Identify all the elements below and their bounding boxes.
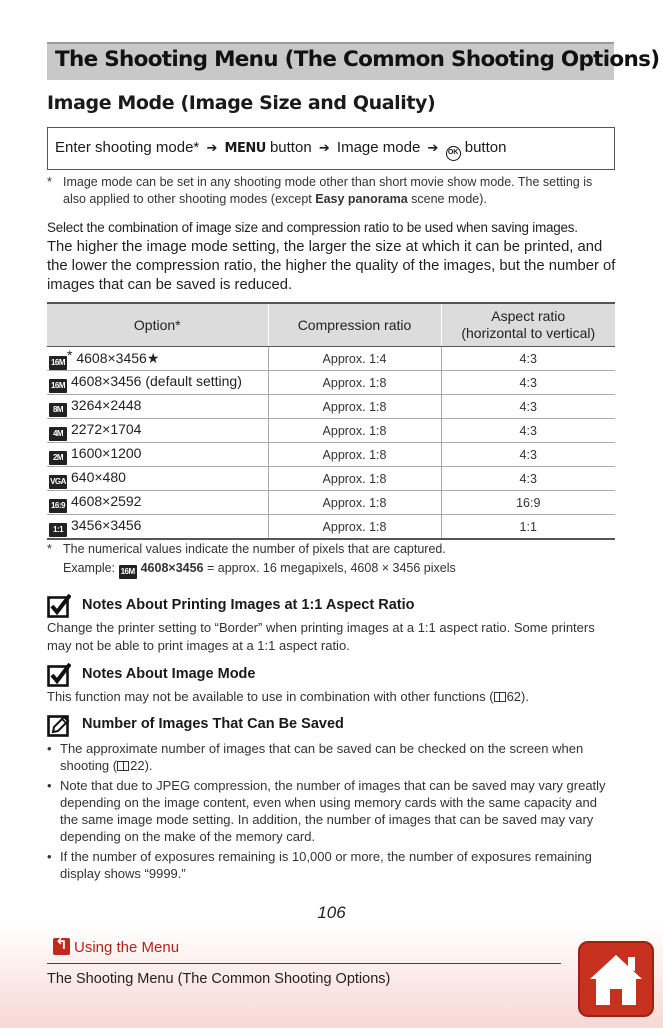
image-mode-table xyxy=(47,302,615,540)
star-icon: ★ xyxy=(146,350,160,366)
pencil-icon xyxy=(47,713,71,741)
option-label: 3264×2448 xyxy=(71,396,142,413)
footnote-mark: * xyxy=(47,175,52,189)
option-cell xyxy=(47,371,268,395)
resolution-icon: 2M xyxy=(49,451,67,465)
easy-panorama-term: Easy panorama xyxy=(315,192,408,206)
option-label: 640×480 xyxy=(71,468,126,485)
back-arrow-icon xyxy=(53,938,70,955)
table-row xyxy=(47,371,615,395)
table-row xyxy=(47,467,615,491)
note-printing-body: Change the printer setting to “Border” when printing images at a 1:1 aspect ratio. Some printers may not be able to print images at a 1:1 aspect ratio. xyxy=(47,620,595,653)
intro-paragraph: The higher the image mode setting, the larger the size at which it can be printed, and the lower the compression ratio, the higher the quality of the images, but the number of images that can be saved is reduced. xyxy=(47,239,616,293)
compression-cell: Approx. 1:8 xyxy=(268,467,441,491)
option-cell xyxy=(47,443,268,467)
aspect-cell: 1:1 xyxy=(441,515,615,540)
option-cell xyxy=(47,467,268,491)
section-title: The Shooting Menu (The Common Shooting Options) xyxy=(55,47,660,72)
option-cell xyxy=(47,395,268,419)
resolution-icon: 1:1 xyxy=(49,523,67,537)
aspect-cell: 4:3 xyxy=(441,443,615,467)
option-label: 4608×2592 xyxy=(71,492,142,509)
resolution-icon: 16M xyxy=(49,379,67,393)
option-cell xyxy=(47,491,268,515)
option-cell: 16M * 4608×3456★ xyxy=(47,347,268,371)
compression-cell: Approx. 1:8 xyxy=(268,395,441,419)
column-header-compression: Compression ratio xyxy=(268,303,441,347)
procedure-step-image-mode: Image mode xyxy=(336,139,421,156)
resolution-icon: 16:9 xyxy=(49,499,67,513)
menu-button-label: MENU xyxy=(224,141,266,156)
resolution-icon: 4M xyxy=(49,427,67,441)
table-row xyxy=(47,395,615,419)
page-reference-icon xyxy=(117,761,129,771)
table-row xyxy=(47,419,615,443)
home-button[interactable] xyxy=(578,941,654,1017)
list-item: • If the number of exposures remaining is 10,000 or more, the number of exposures remaining display shows “9999.” xyxy=(47,849,592,881)
aspect-cell: 4:3 xyxy=(441,347,615,371)
compression-cell: Approx. 1:4 xyxy=(268,347,441,371)
table-header-row xyxy=(47,303,615,347)
ok-button-icon: OK xyxy=(446,146,461,161)
column-header-aspect: Aspect ratio (horizontal to vertical) xyxy=(441,303,615,347)
arrow-icon: ➔ xyxy=(206,140,218,155)
footer-chapter-title: The Shooting Menu (The Common Shooting Options) xyxy=(47,971,391,987)
resolution-icon: VGA xyxy=(49,475,67,489)
page-reference-link[interactable]: 62 xyxy=(506,689,522,704)
intro-line1: Select the combination of image size and compression ratio to be used when saving images. xyxy=(47,220,578,235)
option-cell xyxy=(47,419,268,443)
page-reference-icon xyxy=(494,692,506,702)
procedure-button-word: button xyxy=(269,139,312,156)
table-row xyxy=(47,515,615,540)
option-label: 4608×3456 (default setting) xyxy=(71,372,242,389)
compression-cell: Approx. 1:8 xyxy=(268,371,441,395)
table-row xyxy=(47,491,615,515)
back-to-menu-link[interactable]: ↰Using the Menu xyxy=(53,938,179,956)
compression-cell: Approx. 1:8 xyxy=(268,491,441,515)
resolution-icon: 16M xyxy=(49,356,67,370)
procedure-step-shooting: Enter shooting mode* xyxy=(55,139,200,156)
option-cell xyxy=(47,515,268,540)
compression-cell: Approx. 1:8 xyxy=(268,443,441,467)
footer-divider xyxy=(47,963,561,964)
aspect-cell: 16:9 xyxy=(441,491,615,515)
list-item: • Note that due to JPEG compression, the number of images that can be saved may vary greatly depending on the image content, even when using memory cards with the same capacity and the same image mode setting. In addition, the number of images that can be saved may vary depending on the make of the memory card. xyxy=(47,778,606,844)
page-reference-link[interactable]: 22 xyxy=(130,758,145,773)
table-row xyxy=(47,443,615,467)
subsection-title: Image Mode (Image Size and Quality) xyxy=(47,92,436,114)
option-label: 3456×3456 xyxy=(71,516,142,533)
manual-page: The Shooting Menu (The Common Shooting Options) Image Mode (Image Size and Quality) Enter shooting mode* ➔ MENU button ➔ Image mode ➔ OK button * Image mode can be set in any shooting mode other than short movie show mode. The setting is also applied to other shooting modes (except Easy panorama scene mode). Select the combination of image size and compression ratio to be used when saving images. The higher the image mode setting, the larger the size at which it can be printed, and the lower the compression ratio, the higher the quality of the images, but the number of images that can be saved is reduced. Option* Compression ratio Aspect ratio (horizontal to vertical) 16M * 4608×3456★ Approx. 1:4 4:3 16M 4608×3456 (default setting) Approx. 1:8 4:3 8M 3264×2448 Approx. 1:8 4:3 4M 2272×1704 Approx. 1:8 4:3 2M 1600×1200 Approx. 1:8 4:3 VGA 640×480 Approx. 1:8 4:3 16:9 4608×2592 Approx. 1:8 16:9 1:1 3456×3456 Approx. 1:8 1:1 * The numerical values indicate the number of pixels that are captured. Example: 16M 4608×3456 = approx. 16 megapixels, 4608 × 3456 pixels Notes About Printing Images at 1:1 Aspect Ratio Change the printer setting to “Border” when printing images at a 1:1 aspect ratio. Some printers may not be able to print images at a 1:1 aspect ratio. Notes About Image Mode This function may not be available to use in combination with other functions ( 62). Number of Images That Can Be Saved • The approximate number of images that can be saved can be checked on the screen when shooting ( 22). • Note that due to JPEG compression, the number of images that can be saved may vary greatly depending on the image content, even when using memory cards with the same capacity and the same image mode setting. In addition, the number of images that can be saved may vary depending on the make of the memory card. • If the number of exposures remaining is 10,000 or more, the number of exposures remaining display shows “9999.” 106 ↰Using the Menu The Shooting Menu (The Common Shooting Options) xyxy=(0,0,663,1028)
table-row xyxy=(47,347,615,371)
footnote-shooting-mode: * Image mode can be set in any shooting mode other than short movie show mode. The setting is also applied to other shooting modes (except Easy panorama scene mode). xyxy=(47,175,593,206)
arrow-icon: ➔ xyxy=(427,140,439,155)
procedure-box xyxy=(47,127,615,170)
resolution-icon: 8M xyxy=(49,403,67,417)
note-count-list xyxy=(47,740,617,885)
list-item: • The approximate number of images that can be saved can be checked on the screen when shooting ( 22). xyxy=(47,741,584,773)
column-header-option: Option* xyxy=(47,303,268,347)
note-image-mode-body: This function may not be available to use in combination with other functions ( 62). xyxy=(47,689,529,704)
check-mark-icon xyxy=(47,594,71,622)
resolution-16m-icon: 16M xyxy=(119,565,137,579)
compression-cell: Approx. 1:8 xyxy=(268,419,441,443)
section-banner xyxy=(47,42,660,80)
aspect-cell: 4:3 xyxy=(441,371,615,395)
footnote-mark: * xyxy=(47,542,52,556)
aspect-cell: 4:3 xyxy=(441,467,615,491)
procedure-line xyxy=(55,139,506,161)
procedure-button-word: button xyxy=(464,139,507,156)
option-label: 1600×1200 xyxy=(71,444,142,461)
footnote-pixels: * The numerical values indicate the number of pixels that are captured. Example: 16M 4608×3456 = approx. 16 megapixels, 4608 × 3456 pixels xyxy=(47,541,607,579)
option-label: 2272×1704 xyxy=(71,420,142,437)
home-icon xyxy=(580,943,652,1015)
compression-cell: Approx. 1:8 xyxy=(268,515,441,540)
option-label: 4608×3456 xyxy=(72,350,147,366)
page-number: 106 xyxy=(317,903,346,922)
arrow-icon: ➔ xyxy=(318,140,330,155)
aspect-cell: 4:3 xyxy=(441,419,615,443)
aspect-cell: 4:3 xyxy=(441,395,615,419)
